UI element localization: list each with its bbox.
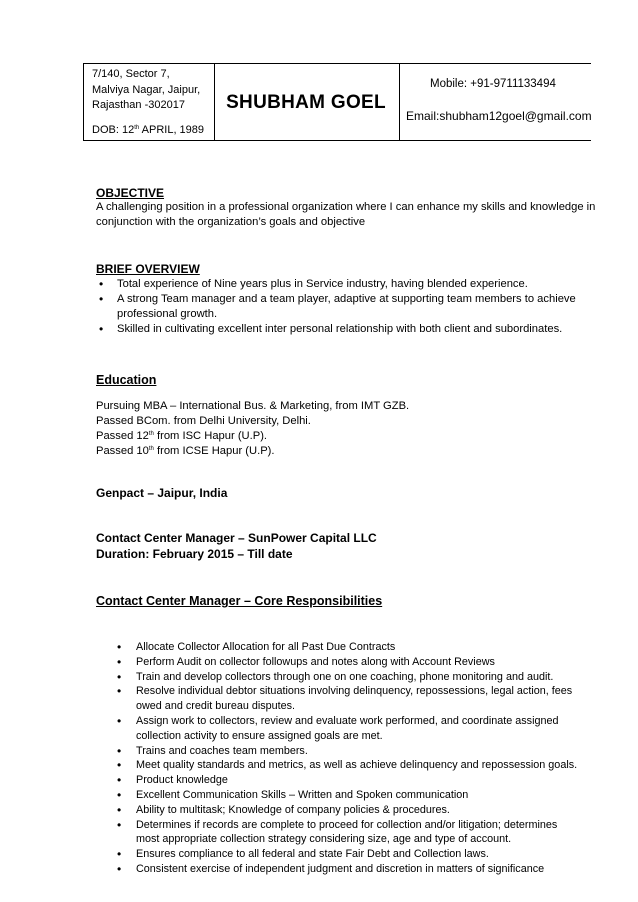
dob-suffix: APRIL, 1989 (139, 124, 205, 136)
edu-sup: th (148, 446, 154, 452)
address-cell (83, 64, 215, 140)
list-item: • A strong Team manager and a team player, adaptive at supporting team members to achieve professional growth. (96, 292, 596, 322)
candidate-name: SHUBHAM GOEL (226, 92, 386, 113)
list-item: • Determines if records are complete to proceed for collection and/or litigation; determines most appropriate collection strategy considering size, age and type of account. (117, 818, 582, 848)
list-item: • Trains and coaches team members. (117, 744, 582, 759)
edu-text: Passed 12 (96, 430, 149, 442)
contact-cell (399, 64, 592, 140)
objective-heading: OBJECTIVE (96, 186, 165, 200)
responsibilities-heading: Contact Center Manager – Core Responsibilities (96, 594, 383, 608)
resume-header (83, 63, 591, 141)
list-item: • Meet quality standards and metrics, as well as achieve delinquency and repossession goals. (117, 758, 582, 773)
list-item: • Skilled in cultivating excellent inter personal relationship with both client and subordinates. (96, 322, 596, 337)
edu-text: from ISC Hapur (U.P). (153, 430, 268, 442)
date-of-birth (92, 124, 204, 137)
objective-text: A challenging position in a professional organization where I can enhance my skills and knowledge in conjunction with the organization’s goals and objective (96, 201, 596, 228)
edu-text: from ICSE Hapur (U.P). (153, 445, 275, 457)
role-duration: Duration: February 2015 – Till date (96, 547, 293, 561)
list-item: • Perform Audit on collector followups and notes along with Account Reviews (117, 655, 582, 670)
address-line: Malviya Nagar, Jaipur, (92, 83, 201, 96)
education-heading: Education (96, 373, 157, 387)
name-cell (213, 64, 399, 140)
address-line: 7/140, Sector 7, (92, 68, 170, 80)
email-label: Email: (406, 109, 440, 123)
list-item: • Train and develop collectors through one on one coaching, phone monitoring and audit. (117, 670, 582, 685)
overview-list (96, 277, 596, 337)
role-title: Contact Center Manager – SunPower Capital LLC (96, 531, 377, 545)
education-line (96, 429, 409, 444)
dob-sup: th (134, 125, 140, 131)
edu-sup: th (148, 431, 154, 437)
overview-heading: BRIEF OVERVIEW (96, 262, 200, 276)
list-item: • Product knowledge (117, 773, 582, 788)
email-value: shubham12goel@gmail.com (439, 109, 592, 123)
list-item: • Ensures compliance to all federal and state Fair Debt and Collection laws. (117, 847, 582, 862)
email-address (406, 109, 592, 123)
mobile-number: Mobile: +91-9711133494 (430, 78, 556, 90)
education-line: Pursuing MBA – International Bus. & Marketing, from IMT GZB. (96, 400, 410, 412)
list-item: • Consistent exercise of independent judgment and discretion in matters of significance (117, 862, 582, 877)
education-line (96, 444, 409, 459)
list-item: • Assign work to collectors, review and evaluate work performed, and coordinate assigned collection activity to ensure assigned goals are met. (117, 714, 582, 744)
list-item: • Ability to multitask; Knowledge of company policies & procedures. (117, 803, 582, 818)
list-item: • Total experience of Nine years plus in Service industry, having blended experience. (96, 277, 596, 292)
list-item: • Allocate Collector Allocation for all Past Due Contracts (117, 640, 582, 655)
list-item: • Resolve individual debtor situations involving delinquency, repossessions, legal action, fees owed and credit bureau disputes. (117, 684, 582, 714)
dob-prefix: DOB: 12 (92, 124, 135, 136)
education-list (96, 399, 409, 459)
responsibilities-list (117, 640, 582, 877)
list-item: • Excellent Communication Skills – Written and Spoken communication (117, 788, 582, 803)
education-line: Passed BCom. from Delhi University, Delhi. (96, 415, 311, 427)
company-name: Genpact – Jaipur, India (96, 486, 228, 500)
address-line: Rajasthan -302017 (92, 99, 185, 111)
edu-text: Passed 10 (96, 445, 149, 457)
address (92, 67, 208, 114)
